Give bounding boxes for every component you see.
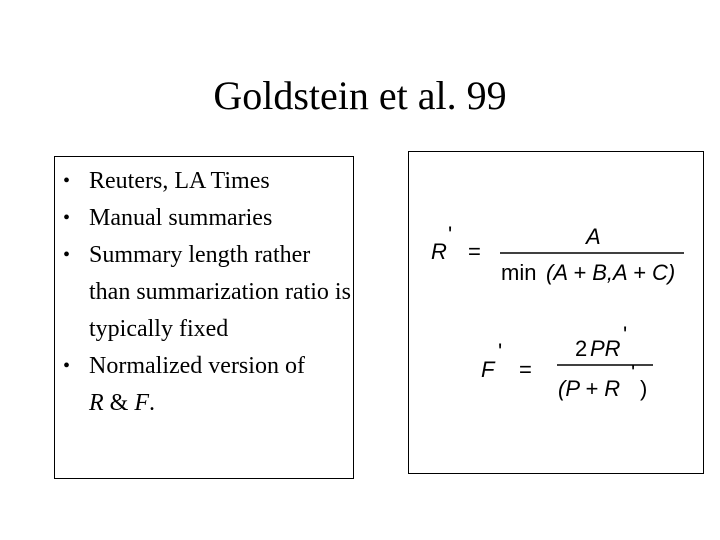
bullet-item-sources — [55, 163, 355, 200]
bullet-list — [55, 163, 355, 422]
recall-numerator: A — [586, 224, 601, 249]
fmeasure-lhs: F — [481, 357, 495, 382]
fmeasure-den-close: ) — [640, 376, 648, 401]
bullet-text: Normalized version of — [89, 353, 305, 379]
slide-title: Goldstein et al. 99 — [213, 73, 507, 118]
formula-canvas — [409, 152, 705, 475]
formula-box — [408, 151, 704, 474]
bullet-dot-icon: • — [63, 207, 71, 229]
bullet-list-box — [54, 156, 354, 479]
recall-lhs: R — [431, 239, 447, 264]
fmeasure-formula — [481, 322, 653, 401]
fmeasure-den-prime: ' — [631, 360, 636, 385]
bullet-dot-icon: • — [63, 244, 71, 266]
bullet-item-manual-summaries — [55, 200, 355, 237]
bullet-dot-icon: • — [63, 170, 71, 192]
recall-den-args: (A + B,A + C) — [546, 260, 676, 285]
fmeasure-equals: = — [519, 357, 532, 382]
ampersand: & — [103, 390, 135, 416]
fmeasure-num-coef: 2 — [575, 336, 588, 361]
fmeasure-symbol: F — [134, 390, 150, 416]
bullet-item-normalized — [55, 348, 355, 422]
recall-equals: = — [468, 239, 481, 264]
period: . — [149, 390, 156, 416]
bullet-text: Manual summaries — [89, 205, 273, 231]
recall-symbol: R — [89, 390, 104, 416]
bullet-text: Reuters, LA Times — [89, 168, 270, 194]
recall-prime: ' — [448, 222, 453, 247]
fmeasure-num-vars: PR — [590, 336, 621, 361]
bullet-item-summary-length — [55, 237, 355, 348]
recall-formula — [431, 222, 684, 285]
bullet-dot-icon: • — [63, 355, 71, 377]
bullet-text-continuation — [89, 385, 351, 422]
fmeasure-prime: ' — [498, 339, 503, 364]
bullet-text: Summary length rather than summarization ratio is typically fixed — [89, 242, 351, 342]
fmeasure-den-open: (P + R — [558, 376, 621, 401]
recall-den-min: min — [501, 260, 537, 285]
fmeasure-num-prime: ' — [623, 322, 628, 347]
